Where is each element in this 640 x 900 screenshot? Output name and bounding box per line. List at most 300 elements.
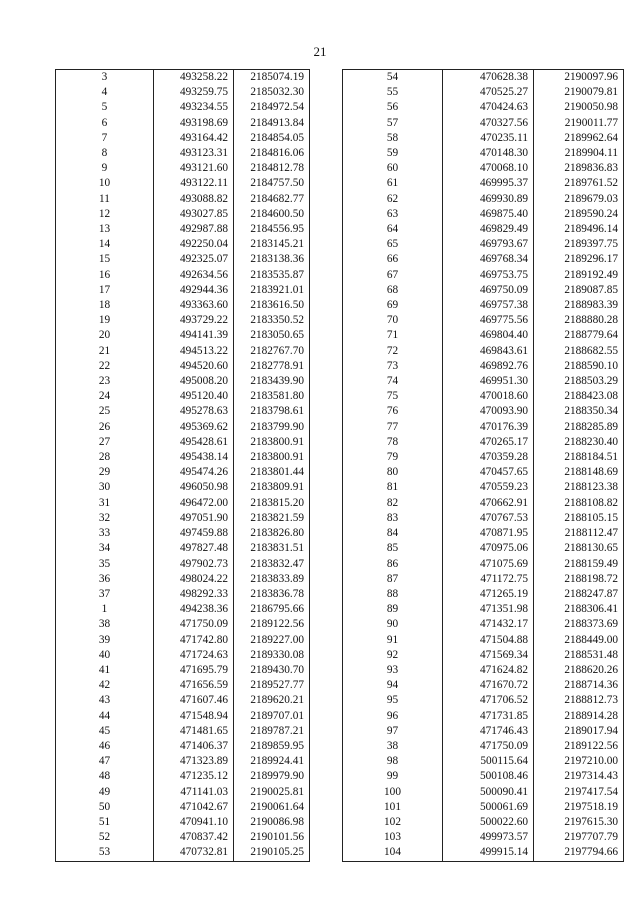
table-row [56,359,310,374]
y-coordinate-cell: 2183581.80 [234,389,310,404]
y-coordinate-cell: 2186795.66 [234,602,310,617]
x-coordinate-cell: 470837.42 [154,830,234,845]
x-coordinate-cell: 494513.22 [154,344,234,359]
point-number-cell: 10 [56,176,154,191]
point-number-cell: 26 [56,420,154,435]
table-row [343,313,624,328]
table-row [56,161,310,176]
table-row [56,663,310,678]
table-row [343,633,624,648]
x-coordinate-cell: 497459.88 [154,526,234,541]
point-number-cell: 88 [343,587,443,602]
point-number-cell: 20 [56,328,154,343]
table-row [343,541,624,556]
x-coordinate-cell: 470424.63 [443,100,534,115]
table-row [343,663,624,678]
table-row [56,785,310,800]
point-number-cell: 55 [343,85,443,100]
x-coordinate-cell: 470235.11 [443,131,534,146]
point-number-cell: 49 [56,785,154,800]
table-row [343,192,624,207]
point-number-cell: 51 [56,815,154,830]
y-coordinate-cell: 2184972.54 [234,100,310,115]
table-row [56,678,310,693]
point-number-cell: 29 [56,465,154,480]
table-row [56,435,310,450]
y-coordinate-cell: 2188105.15 [534,511,624,526]
x-coordinate-cell: 492987.88 [154,222,234,237]
point-number-cell: 80 [343,465,443,480]
y-coordinate-cell: 2189836.83 [534,161,624,176]
x-coordinate-cell: 495438.14 [154,450,234,465]
point-number-cell: 42 [56,678,154,693]
table-row [56,70,310,86]
y-coordinate-cell: 2183815.20 [234,496,310,511]
x-coordinate-cell: 470941.10 [154,815,234,830]
point-number-cell: 68 [343,283,443,298]
point-number-cell: 94 [343,678,443,693]
point-number-cell: 100 [343,785,443,800]
point-number-cell: 22 [56,359,154,374]
y-coordinate-cell: 2184913.84 [234,116,310,131]
x-coordinate-cell: 471406.37 [154,739,234,754]
point-number-cell: 7 [56,131,154,146]
x-coordinate-cell: 471670.72 [443,678,534,693]
y-coordinate-cell: 2188423.08 [534,389,624,404]
y-coordinate-cell: 2197615.30 [534,815,624,830]
y-coordinate-cell: 2189679.03 [534,192,624,207]
table-row [343,815,624,830]
point-number-cell: 12 [56,207,154,222]
table-row [343,252,624,267]
table-row [343,207,624,222]
y-coordinate-cell: 2189227.00 [234,633,310,648]
x-coordinate-cell: 500090.41 [443,785,534,800]
y-coordinate-cell: 2188184.51 [534,450,624,465]
x-coordinate-cell: 469768.34 [443,252,534,267]
x-coordinate-cell: 493258.22 [154,70,234,86]
x-coordinate-cell: 493121.60 [154,161,234,176]
table-row [56,404,310,419]
x-coordinate-cell: 471141.03 [154,785,234,800]
y-coordinate-cell: 2183836.78 [234,587,310,602]
point-number-cell: 70 [343,313,443,328]
point-number-cell: 86 [343,557,443,572]
table-row [343,283,624,298]
x-coordinate-cell: 470068.10 [443,161,534,176]
table-row [56,420,310,435]
y-coordinate-cell: 2188714.36 [534,678,624,693]
point-number-cell: 6 [56,116,154,131]
y-coordinate-cell: 2190101.56 [234,830,310,845]
table-row [56,480,310,495]
table-row [56,769,310,784]
table-row [56,845,310,861]
x-coordinate-cell: 494520.60 [154,359,234,374]
y-coordinate-cell: 2189859.95 [234,739,310,754]
x-coordinate-cell: 497827.48 [154,541,234,556]
y-coordinate-cell: 2183138.36 [234,252,310,267]
point-number-cell: 92 [343,648,443,663]
x-coordinate-cell: 471351.98 [443,602,534,617]
x-coordinate-cell: 493164.42 [154,131,234,146]
point-number-cell: 66 [343,252,443,267]
table-row [343,176,624,191]
x-coordinate-cell: 471481.65 [154,724,234,739]
x-coordinate-cell: 470767.53 [443,511,534,526]
table-row [343,161,624,176]
point-number-cell: 44 [56,709,154,724]
point-number-cell: 76 [343,404,443,419]
table-row [343,389,624,404]
table-row [56,815,310,830]
y-coordinate-cell: 2184682.77 [234,192,310,207]
table-row [343,465,624,480]
table-row [343,709,624,724]
point-number-cell: 24 [56,389,154,404]
table-row [56,724,310,739]
point-number-cell: 71 [343,328,443,343]
x-coordinate-cell: 495428.61 [154,435,234,450]
x-coordinate-cell: 495474.26 [154,465,234,480]
y-coordinate-cell: 2183145.21 [234,237,310,252]
point-number-cell: 93 [343,663,443,678]
table-row [343,724,624,739]
point-number-cell: 28 [56,450,154,465]
point-number-cell: 15 [56,252,154,267]
x-coordinate-cell: 492250.04 [154,237,234,252]
x-coordinate-cell: 493122.11 [154,176,234,191]
y-coordinate-cell: 2189707.01 [234,709,310,724]
x-coordinate-cell: 470871.95 [443,526,534,541]
x-coordinate-cell: 495369.62 [154,420,234,435]
y-coordinate-cell: 2197794.66 [534,845,624,861]
table-row [343,511,624,526]
table-row [56,374,310,389]
table-row [56,192,310,207]
table-row [343,450,624,465]
table-row [56,602,310,617]
y-coordinate-cell: 2188503.29 [534,374,624,389]
y-coordinate-cell: 2197417.54 [534,785,624,800]
table-row [343,435,624,450]
table-row [343,678,624,693]
x-coordinate-cell: 471724.63 [154,648,234,663]
x-coordinate-cell: 471742.80 [154,633,234,648]
x-coordinate-cell: 493729.22 [154,313,234,328]
x-coordinate-cell: 471656.59 [154,678,234,693]
point-number-cell: 82 [343,496,443,511]
y-coordinate-cell: 2189017.94 [534,724,624,739]
point-number-cell: 4 [56,85,154,100]
x-coordinate-cell: 498024.22 [154,572,234,587]
table-row [56,709,310,724]
y-coordinate-cell: 2190097.96 [534,70,624,86]
x-coordinate-cell: 469757.38 [443,298,534,313]
table-row [56,222,310,237]
y-coordinate-cell: 2189924.41 [234,754,310,769]
point-number-cell: 54 [343,70,443,86]
x-coordinate-cell: 500108.46 [443,769,534,784]
y-coordinate-cell: 2183050.65 [234,328,310,343]
x-coordinate-cell: 492944.36 [154,283,234,298]
x-coordinate-cell: 470975.06 [443,541,534,556]
x-coordinate-cell: 469750.09 [443,283,534,298]
point-number-cell: 13 [56,222,154,237]
y-coordinate-cell: 2188247.87 [534,587,624,602]
point-number-cell: 75 [343,389,443,404]
table-row [56,252,310,267]
table-row [343,587,624,602]
table-row [343,131,624,146]
y-coordinate-cell: 2185032.30 [234,85,310,100]
point-number-cell: 1 [56,602,154,617]
table-row [343,845,624,861]
x-coordinate-cell: 471323.89 [154,754,234,769]
table-row [343,70,624,86]
x-coordinate-cell: 499915.14 [443,845,534,861]
x-coordinate-cell: 470265.17 [443,435,534,450]
y-coordinate-cell: 2183350.52 [234,313,310,328]
y-coordinate-cell: 2190086.98 [234,815,310,830]
x-coordinate-cell: 470559.23 [443,480,534,495]
x-coordinate-cell: 493198.69 [154,116,234,131]
table-row [56,176,310,191]
point-number-cell: 85 [343,541,443,556]
table-row [343,420,624,435]
y-coordinate-cell: 2184816.06 [234,146,310,161]
x-coordinate-cell: 471042.67 [154,800,234,815]
y-coordinate-cell: 2189620.21 [234,693,310,708]
x-coordinate-cell: 496050.98 [154,480,234,495]
x-coordinate-cell: 471548.94 [154,709,234,724]
y-coordinate-cell: 2189527.77 [234,678,310,693]
point-number-cell: 16 [56,268,154,283]
point-number-cell: 27 [56,435,154,450]
y-coordinate-cell: 2189330.08 [234,648,310,663]
y-coordinate-cell: 2189397.75 [534,237,624,252]
x-coordinate-cell: 469843.61 [443,344,534,359]
table-row [343,298,624,313]
point-number-cell: 30 [56,480,154,495]
y-coordinate-cell: 2183801.44 [234,465,310,480]
point-number-cell: 35 [56,557,154,572]
y-coordinate-cell: 2190011.77 [534,116,624,131]
point-number-cell: 25 [56,404,154,419]
point-number-cell: 104 [343,845,443,861]
table-row [56,450,310,465]
table-row [56,830,310,845]
table-row [56,116,310,131]
y-coordinate-cell: 2189787.21 [234,724,310,739]
y-coordinate-cell: 2183831.51 [234,541,310,556]
y-coordinate-cell: 2188983.39 [534,298,624,313]
x-coordinate-cell: 470628.38 [443,70,534,86]
table-row [56,800,310,815]
point-number-cell: 46 [56,739,154,754]
table-row [343,830,624,845]
table-row [56,557,310,572]
x-coordinate-cell: 470176.39 [443,420,534,435]
point-number-cell: 47 [56,754,154,769]
y-coordinate-cell: 2185074.19 [234,70,310,86]
point-number-cell: 98 [343,754,443,769]
point-number-cell: 61 [343,176,443,191]
table-row [343,648,624,663]
point-number-cell: 73 [343,359,443,374]
table-row [343,693,624,708]
y-coordinate-cell: 2188682.55 [534,344,624,359]
point-number-cell: 60 [343,161,443,176]
y-coordinate-cell: 2188779.64 [534,328,624,343]
table-row [343,374,624,389]
x-coordinate-cell: 471731.85 [443,709,534,724]
table-row [343,480,624,495]
y-coordinate-cell: 2189430.70 [234,663,310,678]
table-row [56,237,310,252]
y-coordinate-cell: 2184854.05 [234,131,310,146]
y-coordinate-cell: 2183800.91 [234,435,310,450]
x-coordinate-cell: 494141.39 [154,328,234,343]
x-coordinate-cell: 469930.89 [443,192,534,207]
x-coordinate-cell: 469793.67 [443,237,534,252]
point-number-cell: 50 [56,800,154,815]
point-number-cell: 65 [343,237,443,252]
x-coordinate-cell: 471504.88 [443,633,534,648]
x-coordinate-cell: 495120.40 [154,389,234,404]
table-row [56,541,310,556]
x-coordinate-cell: 469892.76 [443,359,534,374]
y-coordinate-cell: 2197518.19 [534,800,624,815]
point-number-cell: 99 [343,769,443,784]
y-coordinate-cell: 2190061.64 [234,800,310,815]
table-row [343,602,624,617]
point-number-cell: 8 [56,146,154,161]
y-coordinate-cell: 2183809.91 [234,480,310,495]
y-coordinate-cell: 2188306.41 [534,602,624,617]
table-row [343,344,624,359]
y-coordinate-cell: 2183833.89 [234,572,310,587]
table-row [56,754,310,769]
point-number-cell: 87 [343,572,443,587]
table-row [56,283,310,298]
point-number-cell: 56 [343,100,443,115]
y-coordinate-cell: 2189122.56 [234,617,310,632]
y-coordinate-cell: 2190050.98 [534,100,624,115]
point-number-cell: 31 [56,496,154,511]
y-coordinate-cell: 2188590.10 [534,359,624,374]
x-coordinate-cell: 469804.40 [443,328,534,343]
x-coordinate-cell: 470018.60 [443,389,534,404]
point-number-cell: 52 [56,830,154,845]
x-coordinate-cell: 470327.56 [443,116,534,131]
x-coordinate-cell: 495278.63 [154,404,234,419]
table-row [343,754,624,769]
y-coordinate-cell: 2183439.90 [234,374,310,389]
x-coordinate-cell: 470457.65 [443,465,534,480]
x-coordinate-cell: 471172.75 [443,572,534,587]
table-row [343,85,624,100]
point-number-cell: 40 [56,648,154,663]
y-coordinate-cell: 2184600.50 [234,207,310,222]
y-coordinate-cell: 2189761.52 [534,176,624,191]
table-row [56,344,310,359]
y-coordinate-cell: 2188373.69 [534,617,624,632]
y-coordinate-cell: 2188449.00 [534,633,624,648]
point-number-cell: 89 [343,602,443,617]
table-row [56,100,310,115]
point-number-cell: 95 [343,693,443,708]
y-coordinate-cell: 2188148.69 [534,465,624,480]
coordinates-table-right [342,69,624,862]
point-number-cell: 103 [343,830,443,845]
point-number-cell: 63 [343,207,443,222]
x-coordinate-cell: 495008.20 [154,374,234,389]
x-coordinate-cell: 500115.64 [443,754,534,769]
y-coordinate-cell: 2182767.70 [234,344,310,359]
table-row [56,131,310,146]
y-coordinate-cell: 2188350.34 [534,404,624,419]
table-row [343,100,624,115]
x-coordinate-cell: 471706.52 [443,693,534,708]
table-row [56,526,310,541]
x-coordinate-cell: 470359.28 [443,450,534,465]
x-coordinate-cell: 469753.75 [443,268,534,283]
point-number-cell: 19 [56,313,154,328]
y-coordinate-cell: 2188531.48 [534,648,624,663]
point-number-cell: 72 [343,344,443,359]
point-number-cell: 39 [56,633,154,648]
y-coordinate-cell: 2183798.61 [234,404,310,419]
x-coordinate-cell: 471750.09 [154,617,234,632]
x-coordinate-cell: 470662.91 [443,496,534,511]
y-coordinate-cell: 2188159.49 [534,557,624,572]
table-row [343,116,624,131]
point-number-cell: 36 [56,572,154,587]
y-coordinate-cell: 2184757.50 [234,176,310,191]
point-number-cell: 78 [343,435,443,450]
x-coordinate-cell: 494238.36 [154,602,234,617]
y-coordinate-cell: 2183821.59 [234,511,310,526]
x-coordinate-cell: 469875.40 [443,207,534,222]
table-row [343,222,624,237]
y-coordinate-cell: 2188112.47 [534,526,624,541]
point-number-cell: 102 [343,815,443,830]
point-number-cell: 81 [343,480,443,495]
table-row [343,526,624,541]
y-coordinate-cell: 2183832.47 [234,557,310,572]
x-coordinate-cell: 500022.60 [443,815,534,830]
y-coordinate-cell: 2190025.81 [234,785,310,800]
table-row [56,268,310,283]
y-coordinate-cell: 2188123.38 [534,480,624,495]
point-number-cell: 53 [56,845,154,861]
point-number-cell: 97 [343,724,443,739]
y-coordinate-cell: 2189496.14 [534,222,624,237]
point-number-cell: 84 [343,526,443,541]
point-number-cell: 62 [343,192,443,207]
point-number-cell: 101 [343,800,443,815]
point-number-cell: 83 [343,511,443,526]
point-number-cell: 32 [56,511,154,526]
x-coordinate-cell: 492325.07 [154,252,234,267]
table-row [343,268,624,283]
table-row [343,572,624,587]
point-number-cell: 90 [343,617,443,632]
y-coordinate-cell: 2189962.64 [534,131,624,146]
table-row [56,298,310,313]
x-coordinate-cell: 471624.82 [443,663,534,678]
